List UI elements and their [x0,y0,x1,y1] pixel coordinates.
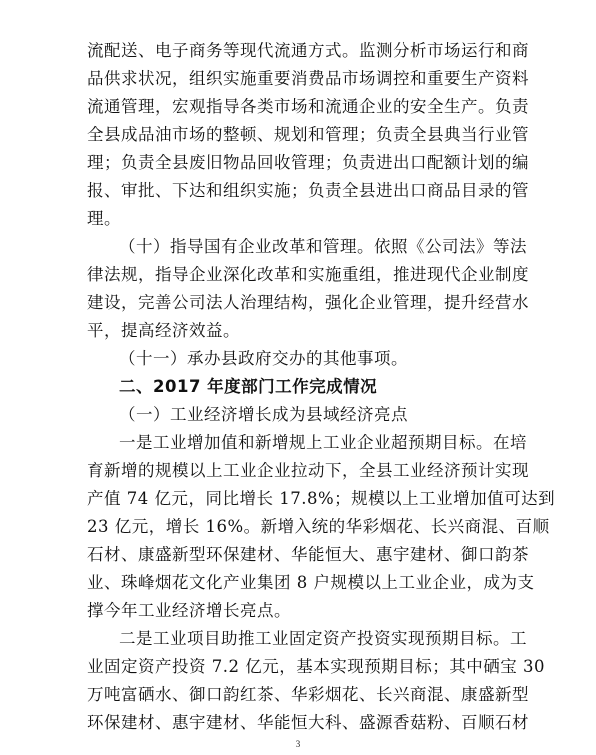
text-line: 建设，完善公司法人治理结构，强化企业管理，提升经营水 [87,293,529,312]
text-line: （十）指导国有企业改革和管理。依照《公司法》等法 [119,237,527,256]
text-line: 一是工业增加值和新增规上工业企业超预期目标。在培 [119,433,527,452]
text-line: 二是工业项目助推工业固定资产投资实现预期目标。工 [119,629,527,648]
section-heading: 二、2017 年度部门工作完成情况 [119,377,378,396]
text-line: 环保建材、惠宇建材、华能恒大科、盛源香菇粉、百顺石材 [87,713,529,732]
text-line: 律法规，指导企业深化改革和实施重组，推进现代企业制度 [87,265,529,284]
page-number: 3 [295,739,301,749]
text-line: 撑今年工业经济增长亮点。 [87,601,291,620]
text-line: 产值 74 亿元，同比增长 17.8%；规模以上工业增加值可达到 [87,489,556,508]
text-line: 全县成品油市场的整顿、规划和管理；负责全县典当行业管 [87,125,529,144]
text-line: 理；负责全县废旧物品回收管理；负责进出口配额计划的编 [87,153,529,172]
text-line: 万吨富硒水、御口韵红茶、华彩烟花、长兴商混、康盛新型 [87,685,529,704]
text-line: 业、珠峰烟花文化产业集团 8 户规模以上工业企业，成为支 [87,573,535,592]
text-line: 流通管理，宏观指导各类市场和流通企业的安全生产。负责 [87,97,529,116]
text-line: （十一）承办县政府交办的其他事项。 [119,349,408,368]
subsection-heading: （一）工业经济增长成为县域经济亮点 [119,405,408,424]
text-line: 23 亿元，增长 16%。新增入统的华彩烟花、长兴商混、百顺 [87,517,550,536]
text-line: 报、审批、下达和组织实施；负责全县进出口商品目录的管 [87,181,529,200]
text-line: 育新增的规模以上工业企业拉动下，全县工业经济预计实现 [87,461,529,480]
text-line: 业固定资产投资 7.2 亿元，基本实现预期目标；其中硒宝 30 [87,657,545,676]
text-line: 流配送、电子商务等现代流通方式。监测分析市场运行和商 [87,41,529,60]
text-line: 理。 [87,209,121,228]
text-line: 平，提高经济效益。 [87,321,240,340]
text-line: 品供求状况，组织实施重要消费品市场调控和重要生产资料 [87,69,529,88]
text-line: 石材、康盛新型环保建材、华能恒大、惠宇建材、御口韵茶 [87,545,529,564]
